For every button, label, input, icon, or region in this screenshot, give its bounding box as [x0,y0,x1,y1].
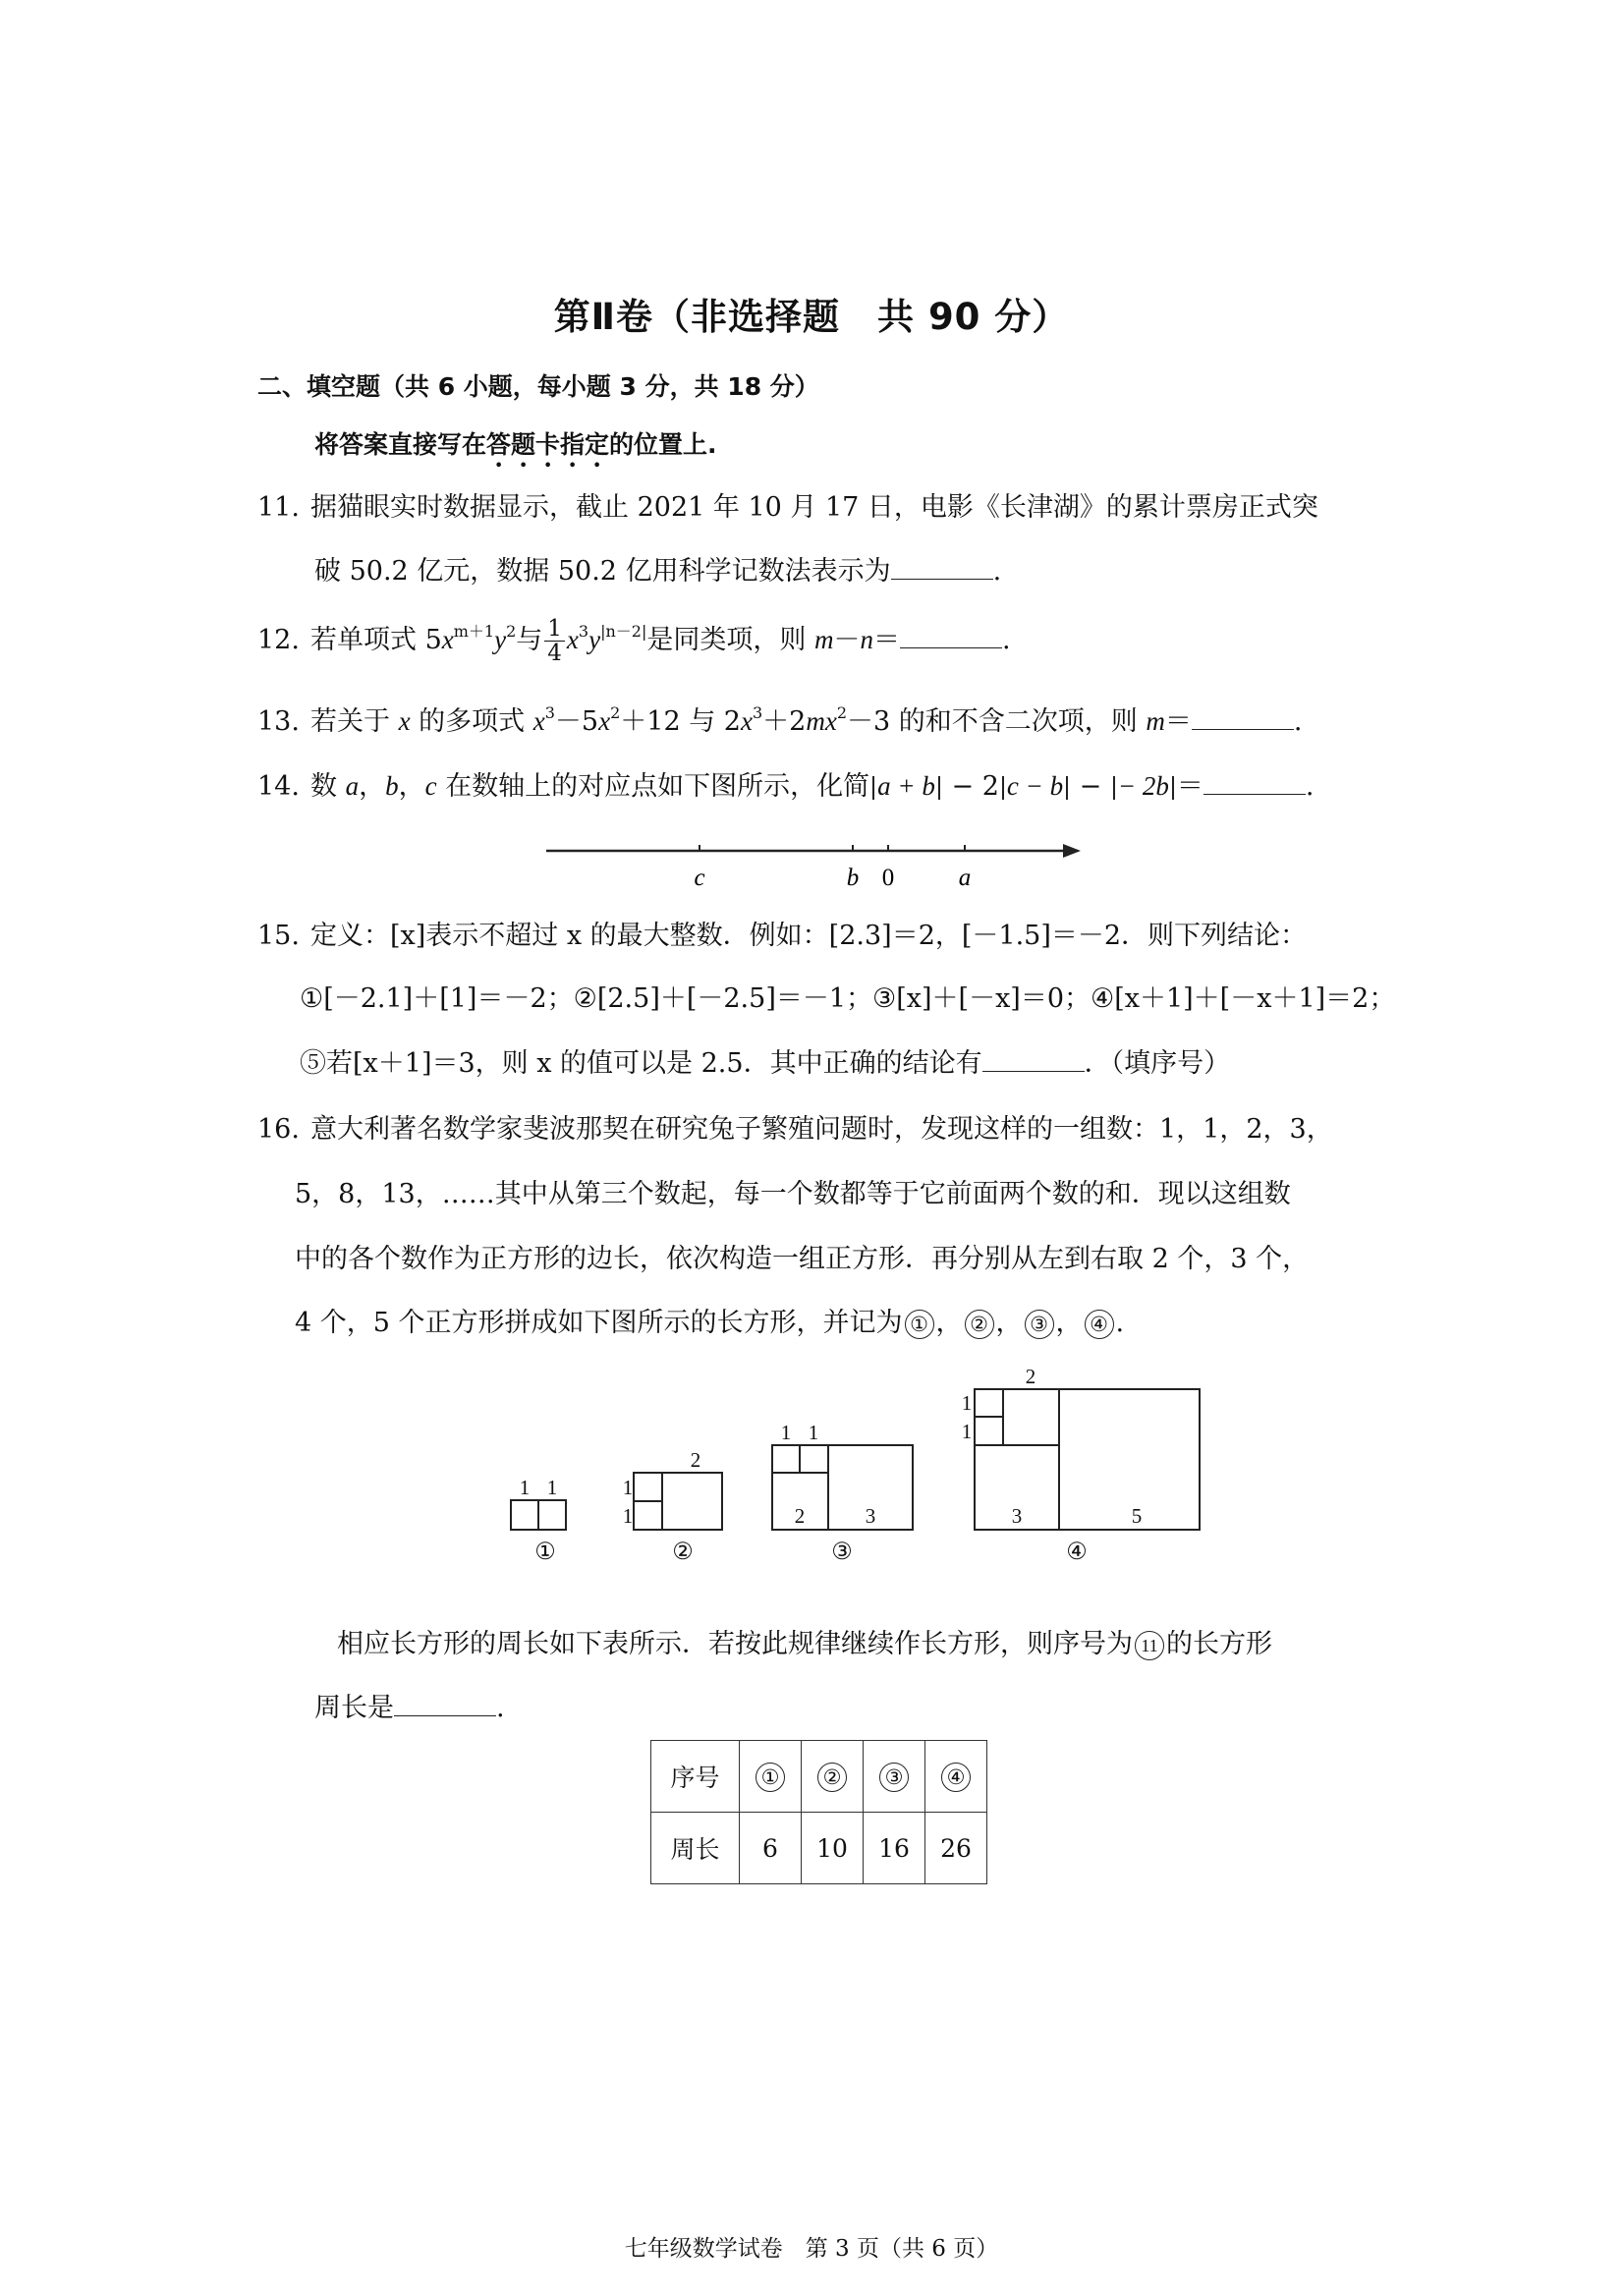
table-cell: ③ [879,1763,909,1792]
table-cell: 16 [864,1813,925,1884]
page-footer: 七年级数学试卷 第 3 页（共 6 页） [624,2236,999,2262]
square-label: 1 [808,1421,819,1444]
table-cell: ④ [941,1763,971,1792]
square-label: 1 [622,1476,634,1499]
circled-number: 11 [1135,1631,1164,1660]
square-label: 2 [794,1504,806,1528]
fraction: $\frac{1}{4}$ [544,617,565,665]
question-11-line1: 11. 据猫眼实时数据显示，截止 2021 年 10 月 17 日，电影《长津湖》的累计票房正式突 [257,492,1318,523]
square-label: 2 [1025,1365,1036,1388]
square-label: 1 [780,1421,792,1444]
answer-blank[interactable] [982,1049,1085,1072]
axis-label-c: c [694,865,705,891]
table-cell: ② [817,1763,847,1792]
table-cell: 6 [740,1813,802,1884]
question-15-line2: ①[－2.1]＋[1]＝－2；②[2.5]＋[－2.5]＝－1；③[x]＋[－x]＝0；④[x＋1]＋[－x＋1]＝2； [300,983,1396,1014]
answer-blank[interactable] [394,1694,496,1716]
axis-label-a: a [958,865,972,891]
question-16-line3: 中的各个数作为正方形的边长，依次构造一组正方形．再分别从左到右取 2 个，3 个， [295,1244,1310,1274]
perimeter-table [650,1740,987,1884]
rect-4 [975,1389,1200,1530]
answer-blank[interactable] [1203,772,1306,795]
square-label: 1 [546,1476,558,1499]
table-cell: ① [756,1763,785,1792]
square-label: 3 [865,1504,876,1528]
square-label: 1 [961,1420,973,1443]
figure-index-3: ③ [831,1540,853,1565]
circled-number: ④ [1085,1310,1114,1339]
section-heading: 二、填空题（共 6 小题，每小题 3 分，共 18 分） [257,372,819,401]
question-16-line5: 相应长方形的周长如下表所示．若按此规律继续作长方形，则序号为 11 的长方形 [337,1629,1272,1659]
table-cell: 10 [802,1813,864,1884]
square-label: 3 [1011,1504,1023,1528]
table-cell: 26 [925,1813,987,1884]
emphasis-text: 答题卡指定 [486,430,610,459]
answer-blank[interactable] [1192,707,1294,730]
square-label: 5 [1131,1504,1143,1528]
row-header: 序号 [651,1741,740,1813]
number-line-figure [531,833,1100,902]
circled-number: ③ [1025,1310,1054,1339]
question-11-line2: 破 50.2 亿元，数据 50.2 亿用科学记数法表示为 . [314,556,1002,587]
section-instruction: 将答案直接写在答题卡指定的位置上. [314,430,717,459]
axis-label-zero: 0 [881,865,895,891]
figure-index-4: ④ [1066,1540,1088,1565]
figure-index-1: ① [534,1540,556,1565]
arrow-head-icon [1063,844,1081,858]
question-16-line6: 周长是 . [314,1693,505,1723]
row-header: 周长 [651,1813,740,1884]
answer-blank[interactable] [900,626,1002,648]
question-16-line1: 16. 意大利著名数学家斐波那契在研究兔子繁殖问题时，发现这样的一组数：1，1，2，3， [257,1114,1333,1145]
table-row [651,1813,987,1884]
figure-index-2: ② [672,1540,694,1565]
answer-blank[interactable] [891,557,993,580]
table-row [651,1741,987,1813]
question-12: 12. 若单项式 $5x^{m+1}y^2$与 $\frac{1}{4}$ $x^3y^{|n-2|}$是同类项，则 m－n＝ . [257,616,1011,666]
circled-number: ② [965,1310,994,1339]
square-label: 1 [519,1476,531,1499]
question-15-line3: ⑤若[x＋1]＝3，则 x 的值可以是 2.5．其中正确的结论有 ．（填序号） [300,1048,1231,1079]
question-16-line4: 4 个，5 个正方形拼成如下图所示的长方形，并记为 ① ， ② ， ③ ， ④ . [295,1308,1125,1338]
square-label: 2 [690,1448,701,1472]
question-16-line2: 5，8，13，……其中从第三个数起，每一个数都等于它前面两个数的和．现以这组数 [295,1179,1291,1209]
question-13: 13. 若关于 x 的多项式 $x^3-5x^2+12$ 与 $2x^3+2mx^2-3$ 的和不含二次项，则 m＝ . [257,703,1303,737]
rect-3 [772,1445,913,1530]
question-15-line1: 15. 定义：[x]表示不超过 x 的最大整数．例如：[2.3]＝2，[－1.5]＝－2．则下列结论： [257,921,1308,951]
page-title: 第Ⅱ卷（非选择题 共 90 分） [553,296,1070,338]
axis-label-b: b [846,865,860,891]
question-14: 14. 数 a，b，c 在数轴上的对应点如下图所示，化简 a + b − 2 c − b − − 2b ＝ . [257,771,1315,802]
circled-number: ① [905,1310,934,1339]
square-label: 1 [622,1504,634,1528]
square-label: 1 [961,1391,973,1415]
fibonacci-rectangles-figure [491,1361,1238,1572]
